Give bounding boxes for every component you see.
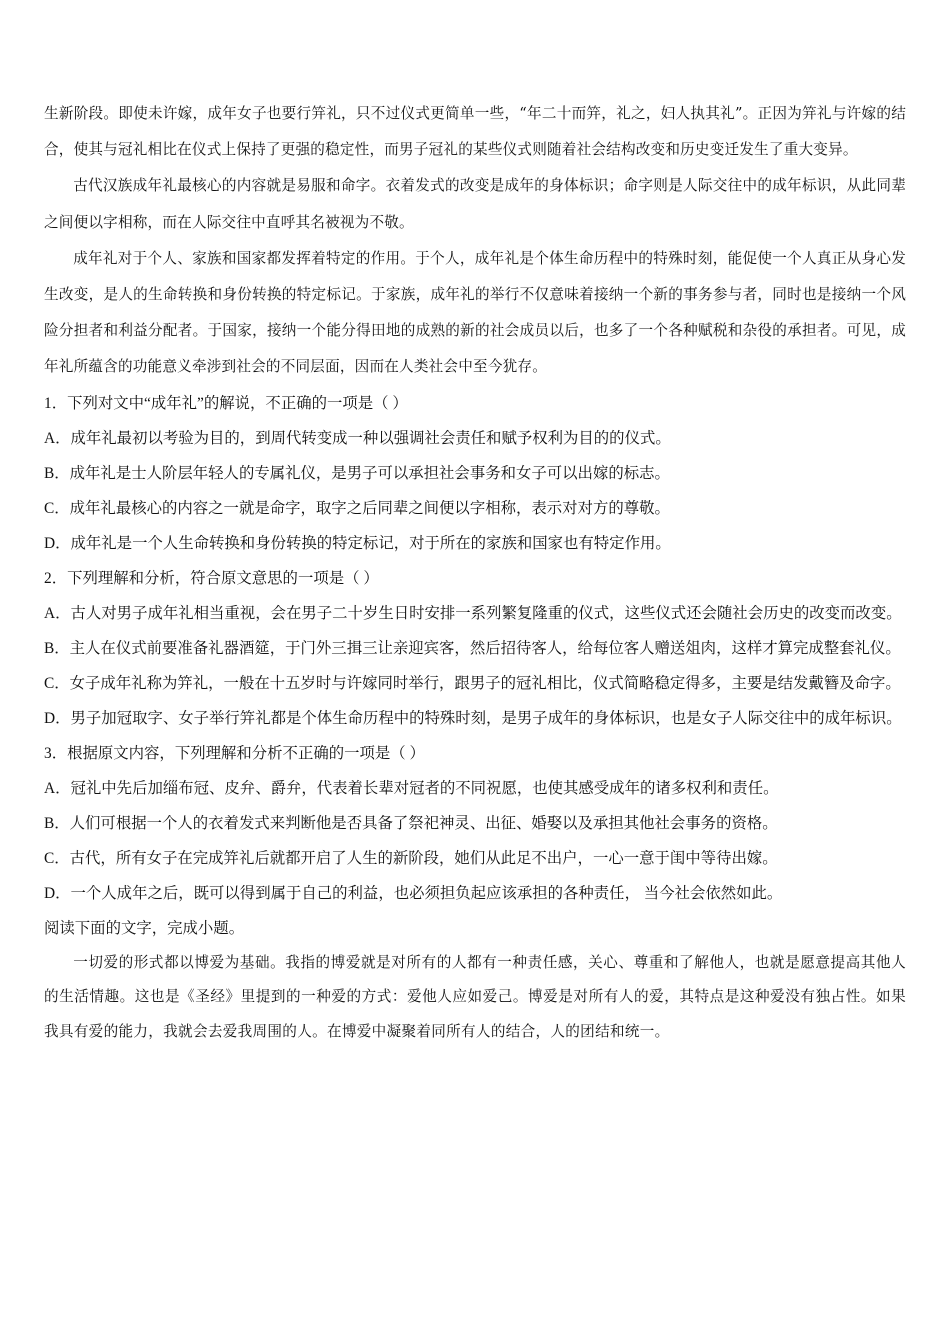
question-3 <box>44 736 906 911</box>
option-b: B．成年礼是士人阶层年轻人的专属礼仪，是男子可以承担社会事务和女子可以出嫁的标志。 <box>44 464 670 482</box>
passage-paragraph-3: 成年礼对于个人、家族和国家都发挥着特定的作用。于个人，成年礼是个体生命历程中的特殊时刻，能促使一个人真正从身心发生改变，是人的生命转换和身份转换的特定标记。于家族，成年礼的举行不仅意味着接纳一个新的事务参与者，同时也是接纳一个风险分担者和利益分配者。于国家，接纳一个能分得田地的成熟的新的社会成员以后，也多了一个各种赋税和杂役的承担者。可见，成年礼所蕴含的功能意义牵涉到社会的不同层面，因而在人类社会中至今犹存。 <box>44 249 906 376</box>
option-a: A．古人对男子成年礼相当重视，会在男子二十岁生日时安排一系列繁复隆重的仪式，这些仪式还会随社会历史的改变而改变。 <box>44 604 902 622</box>
option-c: C．女子成年礼称为笄礼，一般在十五岁时与许嫁同时举行，跟男子的冠礼相比，仪式简略稳定得多，主要是结发戴簪及命字。 <box>44 674 901 692</box>
question-1 <box>44 386 906 561</box>
question-2 <box>44 561 906 736</box>
option-c: C．古代，所有女子在完成笄礼后就都开启了人生的新阶段，她们从此足不出户，一心一意于闺中等待出嫁。 <box>44 849 778 867</box>
reading-instruction: 阅读下面的文字，完成小题。 <box>44 919 245 937</box>
option-b: B．主人在仪式前要准备礼器酒筵，于门外三揖三让亲迎宾客，然后招待客人，给每位客人赠送俎肉，这样才算完成整套礼仪。 <box>44 639 901 657</box>
option-a: A．冠礼中先后加缁布冠、皮弁、爵弁，代表着长辈对冠者的不同祝愿，也使其感受成年的诸多权利和责任。 <box>44 779 779 797</box>
passage-paragraph-2: 古代汉族成年礼最核心的内容就是易服和命字。衣着发式的改变是成年的身体标识；命字则是人际交往中的成年标识，从此同辈之间便以字相称，而在人际交往中直呼其名被视为不敬。 <box>44 177 906 231</box>
option-d: D．成年礼是一个人生命转换和身份转换的特定标记，对于所在的家族和国家也有特定作用。 <box>44 534 671 552</box>
document-page <box>44 96 906 1050</box>
passage-paragraph-1: 生新阶段。即使未许嫁，成年女子也要行笄礼，只不过仪式更简单一些，“年二十而笄，礼之，妇人执其礼”。正因为笄礼与许嫁的结合，使其与冠礼相比在仪式上保持了更强的稳定性，而男子冠礼的某些仪式则随着社会结构改变和历史变迁发生了重大变异。 <box>44 105 906 159</box>
question-stem: 3．根据原文内容，下列理解和分析不正确的一项是（ ） <box>44 744 425 762</box>
question-stem: 2．下列理解和分析，符合原文意思的一项是（ ） <box>44 569 379 587</box>
passage-2-paragraph: 一切爱的形式都以博爱为基础。我指的博爱就是对所有的人都有一种责任感，关心、尊重和了解他人，也就是愿意提高其他人的生活情趣。这也是《圣经》里提到的一种爱的方式：爱他人应如爱己。博爱是对所有人的爱，其特点是这种爱没有独占性。如果我具有爱的能力，我就会去爱我周围的人。在博爱中凝聚着同所有人的结合，人的团结和统一。 <box>44 953 906 1041</box>
option-d: D．男子加冠取字、女子举行笄礼都是个体生命历程中的特殊时刻，是男子成年的身体标识，也是女子人际交往中的成年标识。 <box>44 709 902 727</box>
option-c: C．成年礼最核心的内容之一就是命字，取字之后同辈之间便以字相称，表示对对方的尊敬。 <box>44 499 670 517</box>
option-b: B．人们可根据一个人的衣着发式来判断他是否具备了祭祀神灵、出征、婚娶以及承担其他社会事务的资格。 <box>44 814 778 832</box>
option-d: D．一个人成年之后，既可以得到属于自己的利益，也必须担负起应该承担的各种责任， 当今社会依然如此。 <box>44 884 783 902</box>
option-a: A．成年礼最初以考验为目的，到周代转变成一种以强调社会责任和赋予权利为目的的仪式。 <box>44 429 671 447</box>
question-stem: 1．下列对文中“成年礼”的解说，不正确的一项是（ ） <box>44 394 408 412</box>
